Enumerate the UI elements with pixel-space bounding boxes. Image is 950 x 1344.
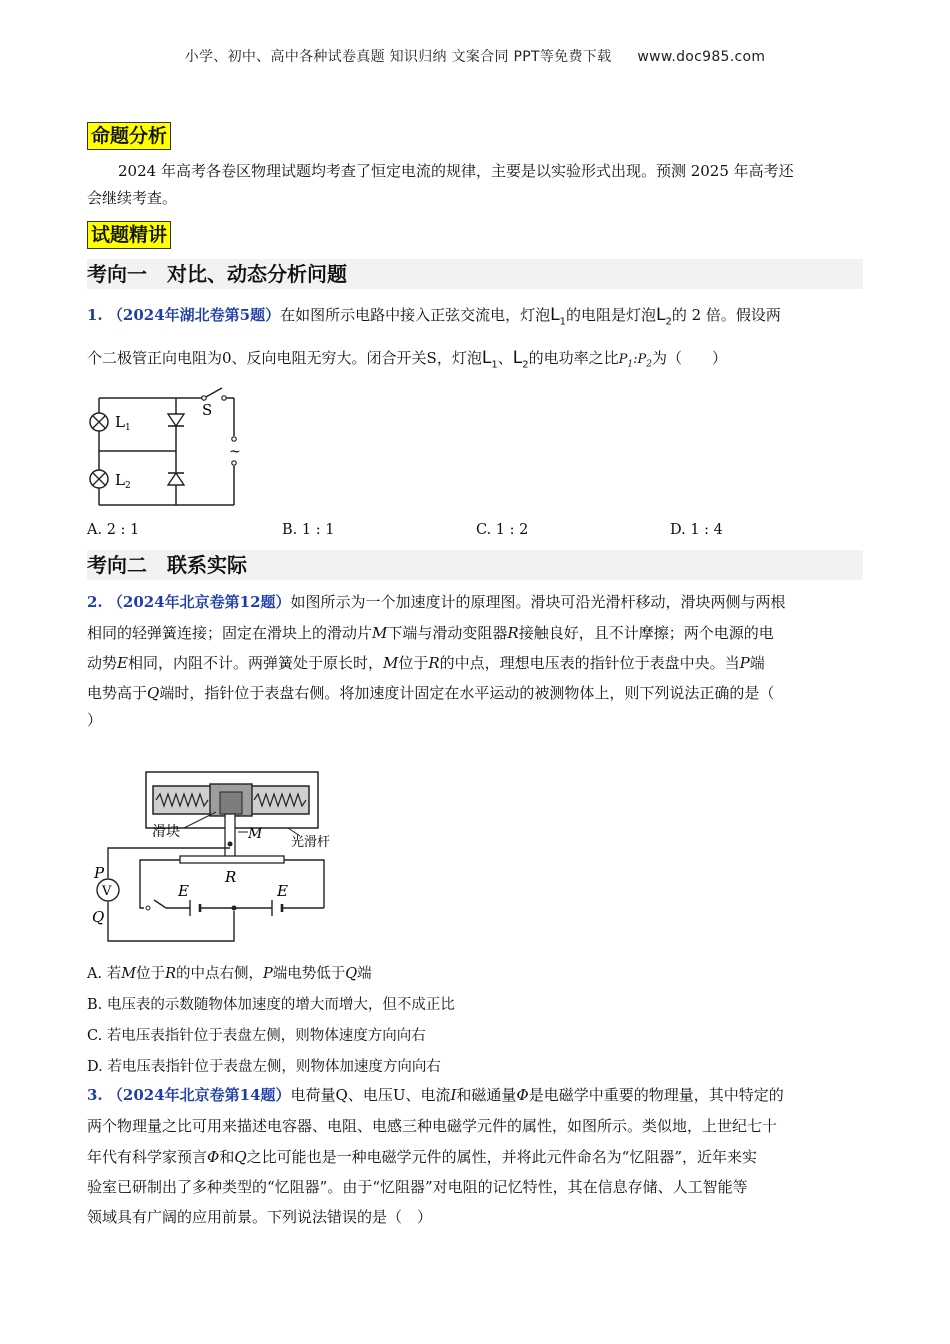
- q2-line-4: [87, 680, 774, 707]
- q2-accelerometer-figure: [88, 766, 348, 946]
- q3-text-1b: 和磁通量: [456, 1086, 517, 1104]
- q1-text-f: 的电功率之比: [528, 349, 619, 367]
- fig-P-label: P: [94, 864, 105, 882]
- q3-text-3a: 年代有科学家预言: [87, 1148, 208, 1166]
- q2-text-2b: 下端与滑动变阻器: [387, 624, 508, 642]
- q2-sym-R2: R: [428, 654, 440, 672]
- voltmeter-label: V: [102, 884, 112, 899]
- q1-L1-sub: 1: [559, 316, 566, 328]
- q1-sym-L2: [655, 305, 672, 328]
- q2-text-4b: 端时，指针位于表盘右侧。将加速度计固定在水平运动的被测物体上，则下列说法正确的是（: [159, 684, 775, 702]
- q2-optA-c: 的中点右侧，: [175, 966, 263, 982]
- lamp-1-icon: [90, 413, 108, 431]
- ac-terminal-icon: [232, 437, 236, 441]
- q1-option-b[interactable]: B. 1 : 1: [282, 522, 335, 538]
- q3-sym-Phi: Φ: [516, 1086, 529, 1104]
- q2-text-4a: 电势高于: [87, 684, 148, 702]
- q3-sym-Phi2: Φ: [207, 1148, 220, 1166]
- q3-text-1a: 电荷量Q、电压U、电流: [290, 1086, 451, 1104]
- q1-source: 1. （2024年湖北卷第5题）: [87, 306, 281, 324]
- q2-option-d[interactable]: D. 若电压表指针位于表盘左侧，则物体加速度方向向右: [87, 1059, 441, 1075]
- fig-E2-label: E: [277, 882, 288, 900]
- lamp-2-icon: [90, 470, 108, 488]
- switch-contact-icon: [202, 396, 206, 400]
- header-title: 小学、初中、高中各种试卷真题 知识归纳 文案合同 PPT等免费下载: [184, 49, 612, 65]
- q2-line-2: [87, 620, 774, 647]
- q1-line-2: [87, 345, 877, 379]
- sliding-piece-icon: [225, 814, 235, 858]
- q3-line-1: [87, 1082, 784, 1109]
- q2-optA-Q: Q: [345, 966, 358, 982]
- q2-option-a[interactable]: [87, 962, 372, 983]
- q1-P2: P: [637, 352, 647, 367]
- q2-optA-b: 位于: [136, 966, 166, 982]
- q2-sym-E: E: [117, 654, 128, 672]
- q1-option-c[interactable]: C. 1 : 2: [476, 522, 529, 538]
- q2-sym-M: M: [372, 624, 388, 642]
- q1-text-c: 的 2 倍。假设两: [671, 306, 781, 324]
- q3-line-4: 验室已研制出了多种类型的“忆阻器”。由于“忆阻器”对电阻的记忆特性，其在信息存储、人工智能等: [87, 1178, 748, 1196]
- q1-P2-sub: 2: [646, 359, 652, 370]
- q1-option-d[interactable]: D. 1 : 4: [670, 522, 723, 538]
- q1-L1: L: [550, 305, 560, 325]
- q1-L2b-sub: 2: [522, 359, 529, 371]
- fig-R-label: R: [225, 868, 237, 886]
- q1-text-e: 、: [497, 349, 513, 367]
- q1-P1-sub: 1: [627, 359, 634, 370]
- q2-optA-e: 端: [357, 966, 372, 982]
- q3-text-3b: 和: [219, 1148, 235, 1166]
- q1-option-a[interactable]: A. 2 : 1: [87, 522, 140, 538]
- q2-sym-Q: Q: [147, 684, 160, 702]
- q2-text-3a: 动势: [87, 654, 118, 672]
- q3-text-3c: 之比可能也是一种电磁学元件的属性，并将此元件命名为“忆阻器”，近年来实: [246, 1148, 757, 1166]
- battery-2-icon: [272, 900, 282, 916]
- ac-terminal-icon: [232, 461, 236, 465]
- q1-line-1: [87, 302, 877, 335]
- ac-symbol: ~: [229, 444, 241, 460]
- q2-line-5: ）: [87, 711, 103, 729]
- q3-line-5: 领域具有广阔的应用前景。下列说法错误的是（ ）: [87, 1208, 433, 1226]
- q1-text-a: 在如图所示电路中接入正弦交流电，灯泡: [280, 306, 551, 324]
- diode-2-icon: [168, 473, 184, 485]
- q1-text-b: 的电阻是灯泡: [565, 306, 656, 324]
- q2-optA-d: 端电势低于: [272, 966, 346, 982]
- q1-colon: :: [633, 352, 638, 367]
- q2-optA-P: P: [262, 966, 273, 982]
- q2-text-3e: 端: [749, 654, 765, 672]
- q1-ratio: [618, 352, 652, 370]
- q2-text-1: 如图所示为一个加速度计的原理图。滑块可沿光滑杆移动，滑块两侧与两根: [290, 593, 786, 611]
- fig-rod-label: 光滑杆: [291, 835, 331, 850]
- fig-M-label: M: [248, 826, 263, 842]
- fig-slider-label: 滑块: [152, 824, 180, 840]
- q2-source: 2. （2024年北京卷第12题）: [87, 593, 291, 611]
- q2-text-2c: 接触良好，且不计摩擦；两个电源的电: [518, 624, 774, 642]
- q2-text-2a: 相同的轻弹簧连接；固定在滑块上的滑动片: [87, 624, 373, 642]
- q1-P1: P: [618, 352, 628, 367]
- q1-L1b: L: [481, 348, 492, 368]
- fig-Q-label: Q: [92, 908, 105, 926]
- q2-line-3: [87, 650, 765, 677]
- q2-optA-M: M: [121, 966, 137, 982]
- diode-1-icon: [168, 414, 184, 426]
- section-title-1: 考向一 对比、动态分析问题: [87, 259, 863, 289]
- q1-sym-L2b: [512, 348, 529, 371]
- q2-sym-P: P: [739, 654, 750, 672]
- q2-optA-R: R: [165, 966, 176, 982]
- q1-circuit-figure: [84, 384, 254, 514]
- header-site: www.doc985.com: [637, 49, 766, 65]
- switch-label: S: [202, 401, 213, 419]
- q2-sym-M2: M: [382, 654, 399, 672]
- section-title-2: 考向二 联系实际: [87, 550, 863, 580]
- q3-sym-Q: Q: [234, 1148, 247, 1166]
- analysis-line-1: 2024 年高考各卷区物理试题均考查了恒定电流的规律，主要是以实验形式出现。预测 2025 年高考还: [118, 162, 794, 180]
- q1-L2-sub: 2: [665, 316, 672, 328]
- q1-L2: L: [655, 305, 666, 325]
- q3-source: 3. （2024年北京卷第14题）: [87, 1086, 291, 1104]
- lamp-2-label: $L_2$: [115, 471, 131, 491]
- q1-sym-L1: [550, 305, 566, 328]
- rheostat-icon: [180, 856, 284, 863]
- q3-text-1c: 是电磁学中重要的物理量，其中特定的: [528, 1086, 784, 1104]
- q2-line-1: [87, 589, 786, 616]
- q2-text-3b: 相同，内阻不计。两弹簧处于原长时，: [127, 654, 383, 672]
- q1-text-d: 个二极管正向电阻为0、反向电阻无穷大。闭合开关S，灯泡: [87, 349, 482, 367]
- q2-optA-a: A. 若: [87, 966, 122, 982]
- q3-line-2: 两个物理量之比可用来描述电容器、电阻、电感三种电磁学元件的属性，如图所示。类似地，上世纪七十: [87, 1117, 778, 1135]
- q2-option-b[interactable]: B. 电压表的示数随物体加速度的增大而增大，但不成正比: [87, 997, 455, 1013]
- q1-sym-L1b: [481, 348, 498, 371]
- switch-contact-icon: [222, 396, 226, 400]
- q2-text-3c: 位于: [398, 654, 429, 672]
- q1-L2b: L: [512, 348, 523, 368]
- q3-line-3: [87, 1144, 757, 1171]
- lamp-1-label: $L_1$: [115, 413, 131, 433]
- page-header: [0, 46, 950, 66]
- q1-L1b-sub: 1: [491, 359, 498, 371]
- analysis-tag: 命题分析: [87, 122, 171, 150]
- q2-text-3d: 的中点，理想电压表的指针位于表盘中央。当: [439, 654, 740, 672]
- voltmeter-icon: [97, 879, 119, 901]
- battery-1-icon: [190, 900, 200, 916]
- q2-option-c[interactable]: C. 若电压表指针位于表盘左侧，则物体速度方向向右: [87, 1028, 426, 1044]
- q1-text-g: 为（ ）: [651, 349, 727, 367]
- q2-sym-R: R: [507, 624, 519, 642]
- lecture-tag: 试题精讲: [87, 221, 171, 249]
- analysis-line-2: 会继续考查。: [87, 189, 178, 207]
- fig-E1-label: E: [178, 882, 189, 900]
- q3-sym-I: I: [450, 1086, 457, 1104]
